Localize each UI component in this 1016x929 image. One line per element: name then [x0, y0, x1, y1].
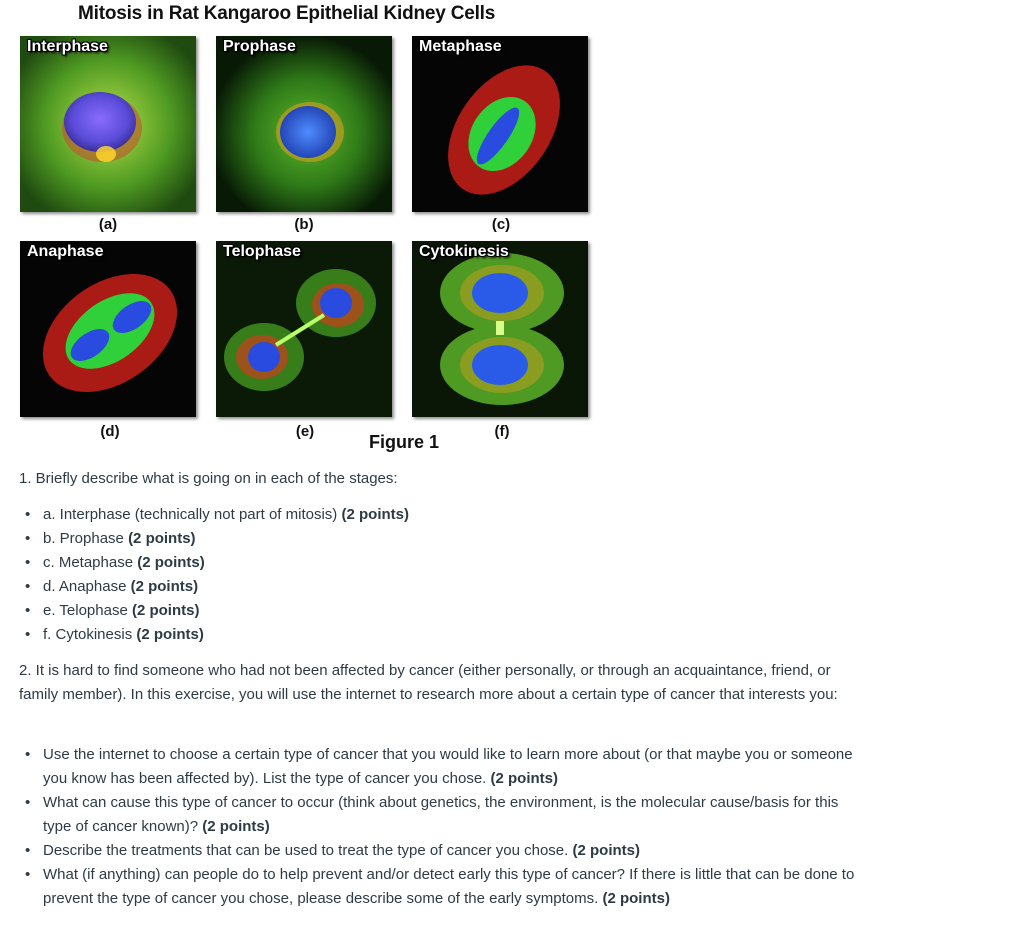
- list-item: • What (if anything) can people do to help prevent and/or detect early this type of cancer? If there is little that can be done to prevent the type of cancer you chose, please describe some of the early symptoms. (2 points): [19, 863, 864, 911]
- panel-anaphase: [20, 241, 196, 417]
- prophase-micrograph: [216, 36, 392, 212]
- panel-label: Anaphase: [27, 243, 104, 260]
- question-2-prompt: 2. It is hard to find someone who had not been affected by cancer (either personally, or through an acquaintance, friend, or family member). In this exercise, you will use the internet to research more about a certain type of cancer that interests you:: [19, 662, 838, 703]
- interphase-micrograph: [20, 36, 196, 212]
- list-item: • e. Telophase (2 points): [19, 599, 619, 623]
- panel-telophase: [216, 241, 392, 417]
- panel-letter-c: (c): [491, 216, 511, 233]
- figure-title: Mitosis in Rat Kangaroo Epithelial Kidney Cells: [78, 3, 496, 24]
- panel-interphase: [20, 36, 196, 212]
- panel-label: Cytokinesis: [419, 243, 509, 260]
- panel-letter-d: (d): [100, 423, 120, 440]
- list-item: • Use the internet to choose a certain type of cancer that you would like to learn more about (or that maybe you or someone you know has been affected by). List the type of cancer you chose. (2 points): [19, 743, 864, 791]
- panel-letter-a: (a): [98, 216, 118, 233]
- figure-caption: Figure 1: [369, 432, 440, 452]
- anaphase-micrograph: [20, 241, 196, 417]
- metaphase-micrograph: [412, 36, 588, 212]
- panel-letter-e: (e): [295, 423, 315, 440]
- panel-letter-b: (b): [294, 216, 314, 233]
- question-1-list: [19, 503, 619, 647]
- list-item: • b. Prophase (2 points): [19, 527, 619, 551]
- panel-label: Telophase: [223, 243, 301, 260]
- cytokinesis-micrograph: [412, 241, 588, 417]
- question-2-list: [19, 743, 864, 911]
- panel-label: Prophase: [223, 38, 296, 55]
- mitosis-figure: [0, 0, 600, 460]
- panel-letter-f: (f): [494, 423, 510, 440]
- panel-label: Interphase: [27, 38, 108, 55]
- list-item: • What can cause this type of cancer to occur (think about genetics, the environment, is the molecular cause/basis for this type of cancer known)? (2 points): [19, 791, 864, 839]
- list-item: • a. Interphase (technically not part of mitosis) (2 points): [19, 503, 619, 527]
- question-1-prompt: 1. Briefly describe what is going on in each of the stages:: [19, 470, 398, 487]
- list-item: • Describe the treatments that can be used to treat the type of cancer you chose. (2 points): [19, 839, 864, 863]
- list-item: • d. Anaphase (2 points): [19, 575, 619, 599]
- panel-metaphase: [412, 36, 588, 212]
- telophase-micrograph: [216, 241, 392, 417]
- list-item: • c. Metaphase (2 points): [19, 551, 619, 575]
- list-item: • f. Cytokinesis (2 points): [19, 623, 619, 647]
- panel-prophase: [216, 36, 392, 212]
- panel-cytokinesis: [412, 241, 588, 417]
- panel-label: Metaphase: [419, 38, 502, 55]
